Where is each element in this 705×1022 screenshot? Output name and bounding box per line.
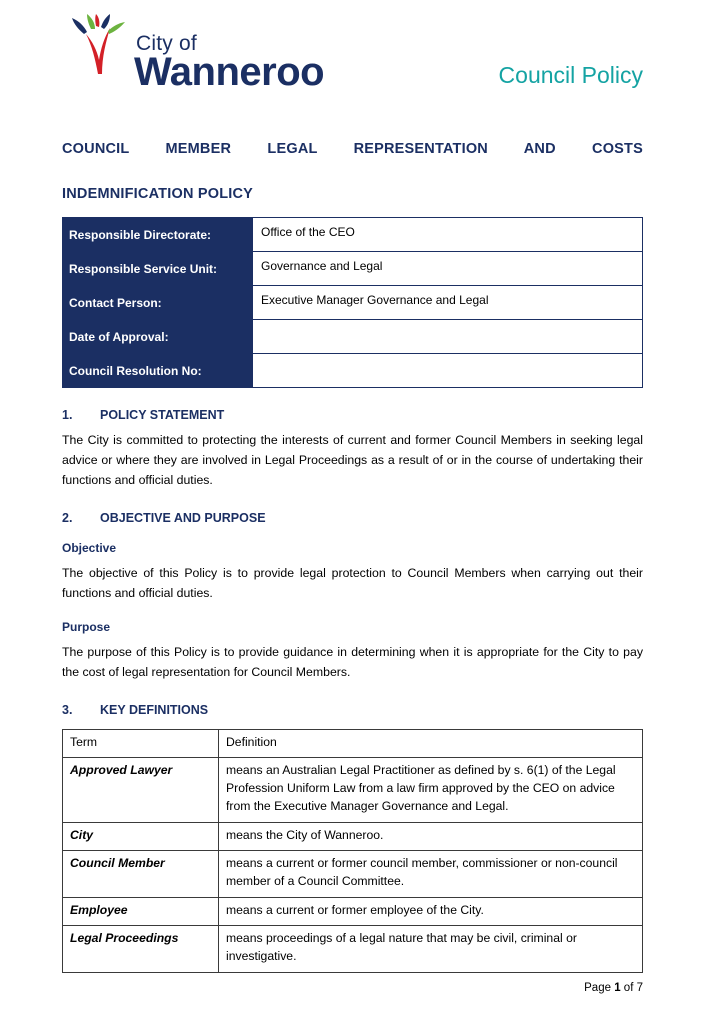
definition-text: means an Australian Legal Practitioner as defined by s. 6(1) of the Legal Profession Uniform Law from a law firm approved by the CEO on advice from the Executive Manager Governance and Legal. xyxy=(219,758,643,822)
key-definitions-table xyxy=(62,729,643,973)
table-header-row xyxy=(63,729,643,758)
column-header-definition: Definition xyxy=(219,729,643,758)
section-title-3: KEY DEFINITIONS xyxy=(100,702,209,717)
table-row xyxy=(63,926,643,972)
section-number-3: 3. xyxy=(62,702,73,717)
meta-value-responsible-directorate: Office of the CEO xyxy=(253,218,643,252)
definition-term: Legal Proceedings xyxy=(63,926,219,972)
meta-label-contact-person: Contact Person: xyxy=(63,286,253,320)
subheading-objective: Objective xyxy=(62,541,117,556)
footer-prefix: Page xyxy=(584,982,615,994)
definition-text: means a current or former council member, commissioner or non-council member of a Council Committee. xyxy=(219,851,643,897)
footer-page-number: 1 xyxy=(614,982,621,994)
table-row xyxy=(63,218,643,252)
city-of-wanneroo-logo xyxy=(62,14,325,106)
logo-wanneroo-text: Wanneroo xyxy=(134,50,325,94)
definition-term: Council Member xyxy=(63,851,219,897)
document-type-heading: Council Policy xyxy=(498,62,643,88)
definition-term: City xyxy=(63,822,219,851)
table-row xyxy=(63,851,643,897)
definition-term: Employee xyxy=(63,897,219,926)
page-title-line1: COUNCIL MEMBER LEGAL REPRESENTATION AND COSTS xyxy=(62,141,643,157)
meta-label-council-resolution-no: Council Resolution No: xyxy=(63,354,253,388)
logo-mark-icon xyxy=(68,14,130,76)
column-header-term: Term xyxy=(63,729,219,758)
meta-value-contact-person: Executive Manager Governance and Legal xyxy=(253,286,643,320)
table-row xyxy=(63,320,643,354)
document-metadata-table xyxy=(62,217,643,388)
page-footer xyxy=(584,982,643,994)
table-row xyxy=(63,286,643,320)
meta-value-responsible-service-unit: Governance and Legal xyxy=(253,252,643,286)
meta-label-responsible-directorate: Responsible Directorate: xyxy=(63,218,253,252)
table-row xyxy=(63,897,643,926)
meta-value-date-of-approval xyxy=(253,320,643,354)
section-heading-key-definitions xyxy=(62,703,643,717)
section-title-1: POLICY STATEMENT xyxy=(100,408,225,423)
table-row xyxy=(63,252,643,286)
definition-text: means a current or former employee of the City. xyxy=(219,897,643,926)
purpose-paragraph: The purpose of this Policy is to provide guidance in determining when it is appropriate for the City to pay the cost of legal representation for Council Members. xyxy=(62,644,643,679)
meta-label-date-of-approval: Date of Approval: xyxy=(63,320,253,354)
table-row xyxy=(63,822,643,851)
table-row xyxy=(63,354,643,388)
page-title-line2: INDEMNIFICATION POLICY xyxy=(62,185,254,202)
table-row xyxy=(63,758,643,822)
section-1-paragraph: The City is committed to protecting the interests of current and former Council Members in seeking legal advice or where they are involved in Legal Proceedings as a result of or in the course of undertaking their functions and official duties. xyxy=(62,433,643,488)
document-header xyxy=(62,0,643,112)
footer-suffix: of 7 xyxy=(620,982,643,994)
section-heading-policy-statement xyxy=(62,408,643,422)
page-title xyxy=(62,138,643,205)
section-number-2: 2. xyxy=(62,511,73,526)
subheading-purpose: Purpose xyxy=(62,619,111,634)
definition-term: Approved Lawyer xyxy=(63,758,219,822)
definition-text: means proceedings of a legal nature that may be civil, criminal or investigative. xyxy=(219,926,643,972)
section-number-1: 1. xyxy=(62,408,73,423)
definition-text: means the City of Wanneroo. xyxy=(219,822,643,851)
logo-city-text: City of xyxy=(136,32,197,55)
section-heading-objective-and-purpose xyxy=(62,511,643,525)
section-title-2: OBJECTIVE AND PURPOSE xyxy=(100,511,266,526)
objective-paragraph: The objective of this Policy is to provide legal protection to Council Members when carrying out their functions and official duties. xyxy=(62,566,643,601)
meta-label-responsible-service-unit: Responsible Service Unit: xyxy=(63,252,253,286)
meta-value-council-resolution-no xyxy=(253,354,643,388)
